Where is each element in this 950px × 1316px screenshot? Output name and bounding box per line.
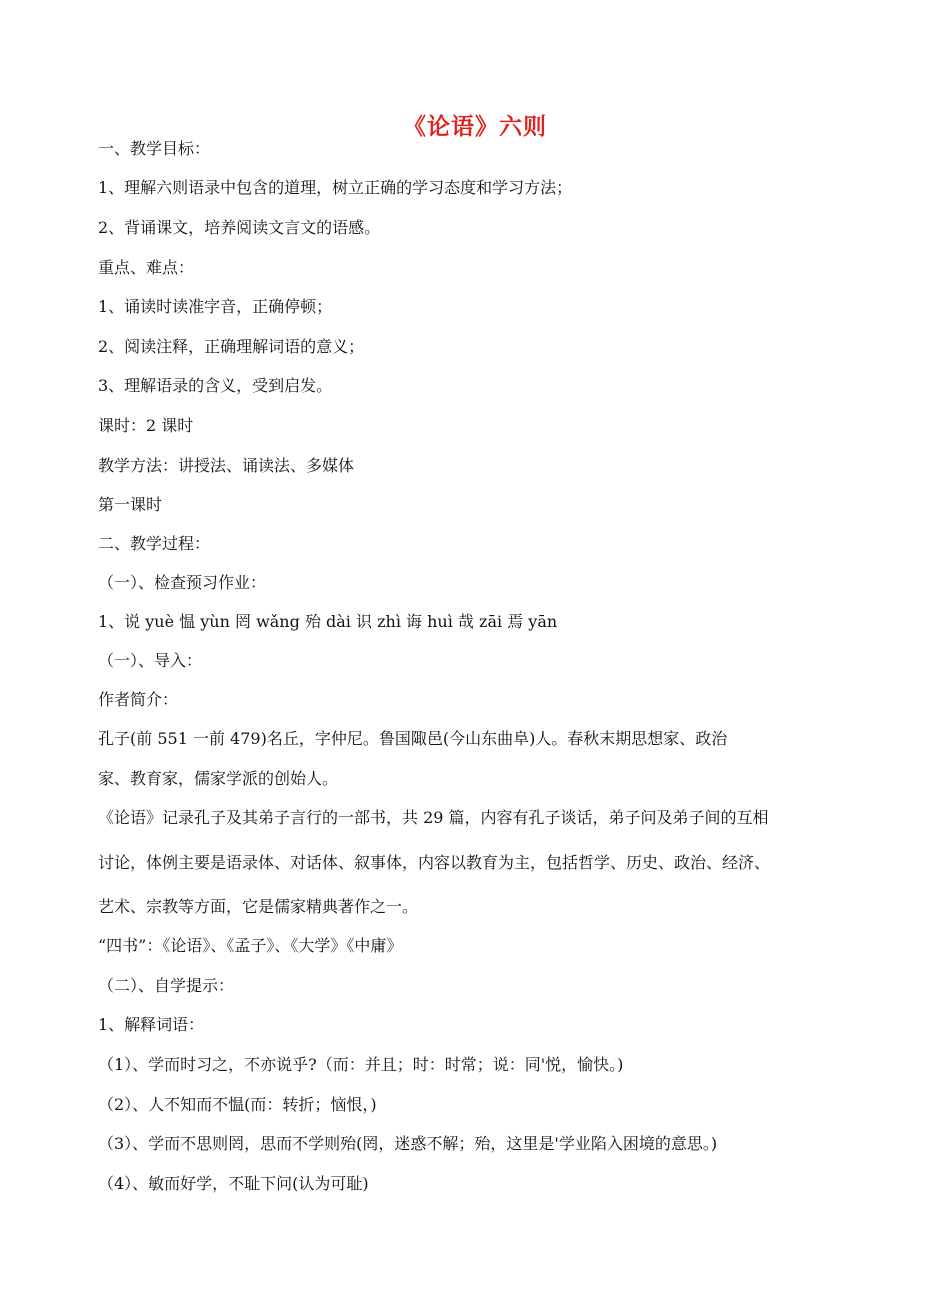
word-note-3: （3）、学而不思则罔，思而不学则殆(罔，迷惑不解；殆，这里是'学业陷入困境的意思。) [98,1134,718,1153]
heading-key-points: 重点、难点： [98,258,195,277]
word-note-4: （4）、敏而好学，不耻下问(认为可耻) [98,1174,369,1193]
teaching-methods: 教学方法：讲授法、诵读法、多媒体 [98,456,355,475]
key-point-1: 1、诵读时读准字音，正确停顿； [98,297,333,316]
document-title: 《论语》六则 [403,113,547,140]
lunyu-intro-line-2: 讨论，体例主要是语录体、对话体、叙事体，内容以教育为主，包括哲学、历史、政治、经济、 [98,853,771,872]
key-point-3: 3、理解语录的含义，受到启发。 [98,376,333,395]
four-books-line: “四书”：《论语》、《孟子》、《大学》《中庸》 [98,936,403,955]
goal-line-2: 2、背诵课文，培养阅读文言文的语感。 [98,218,381,237]
goal-line-1: 1、理解六则语录中包含的道理，树立正确的学习态度和学习方法； [98,178,573,197]
heading-teaching-process: 二、教学过程： [98,534,211,553]
lunyu-intro-line-3: 艺术、宗教等方面，它是儒家精典著作之一。 [98,897,419,916]
word-note-1: （1）、学而时习之，不亦说乎?（而：并且；时：时常；说：同'悦，愉快。) [98,1055,624,1074]
word-note-2: （2）、人不知而不愠(而：转折；恼恨，) [98,1095,377,1114]
heading-teaching-goals: 一、教学目标： [98,139,211,158]
pronunciation-line: 1、说 yuè 愠 yùn 罔 wǎng 殆 dài 识 zhì 诲 huì 哉 zāi 焉 yān [98,612,558,631]
subheading-introduction: （一）、导入： [98,651,203,670]
subheading-self-study: （二）、自学提示： [98,976,235,995]
author-intro-line-1: 孔子(前 551 一前 479)名丘，字仲尼。鲁国陬邑(今山东曲阜)人。春秋末期思想家、政治 [98,729,728,748]
class-hours: 课时：2 课时 [98,416,194,435]
key-point-2: 2、阅读注释，正确理解词语的意义； [98,337,365,356]
lunyu-intro-line-1: 《论语》记录孔子及其弟子言行的一部书，共 29 篇，内容有孔子谈话，弟子问及弟子间的互相 [98,808,769,827]
author-intro-line-2: 家、教育家，儒家学派的创始人。 [98,769,339,788]
first-lesson-heading: 第一课时 [98,495,163,514]
explain-words-heading: 1、解释词语： [98,1015,205,1034]
author-intro-heading: 作者简介： [98,690,179,709]
subheading-check-preview: （一）、检查预习作业： [98,573,267,592]
